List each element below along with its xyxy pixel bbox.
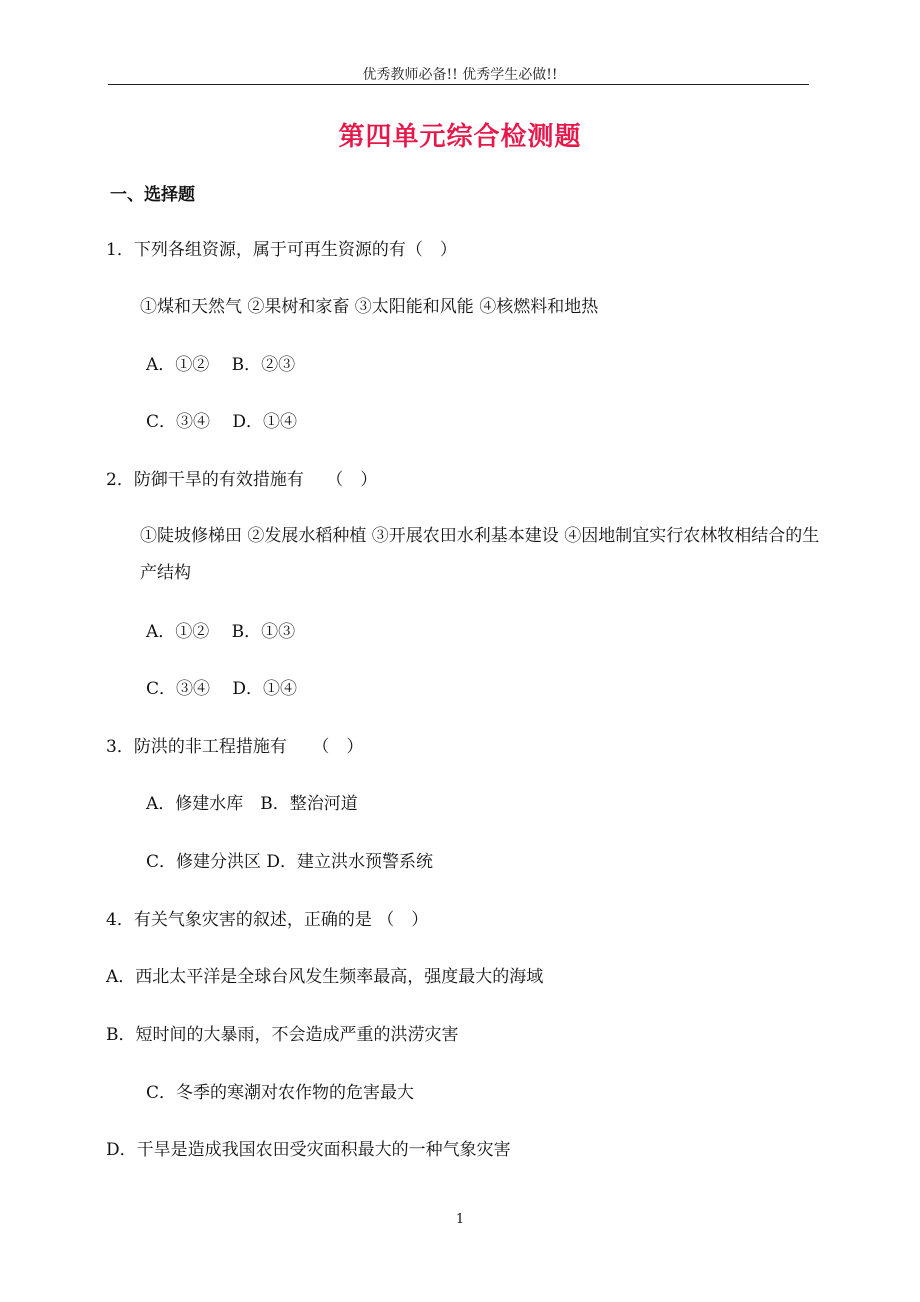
question-4-stem: 4．有关气象灾害的叙述，正确的是 （ ） (106, 910, 429, 930)
question-2-items: ①陡坡修梯田 ②发展水稻种植 ③开展农田水利基本建设 ④因地制宜实行农林牧相结合的生产结构 (140, 526, 820, 583)
question-2-stem: 2．防御干旱的有效措施有 （ ） (106, 470, 378, 490)
question-3-options-ab: A．修建水库 B．整治河道 (146, 794, 358, 814)
page-header-text: 优秀教师必备!! 优秀学生必做!! (362, 67, 558, 83)
question-3-options-cd: C．修建分洪区 D．建立洪水预警系统 (146, 852, 434, 872)
question-1-options-cd: C．③④ D．①④ (146, 412, 298, 432)
question-1-items: ①煤和天然气 ②果树和家畜 ③太阳能和风能 ④核燃料和地热 (140, 297, 599, 317)
document-title: 第四单元综合检测题 (338, 122, 582, 152)
question-4-option-a: A．西北太平洋是全球台风发生频率最高，强度最大的海域 (106, 967, 544, 987)
question-1-options-ab: A．①② B．②③ (146, 355, 296, 375)
question-4-option-c: C．冬季的寒潮对农作物的危害最大 (146, 1083, 415, 1103)
section-title: 一、选择题 (110, 185, 195, 205)
question-1-stem: 1．下列各组资源，属于可再生资源的有（ ） (106, 240, 457, 260)
question-2-options-cd: C．③④ D．①④ (146, 679, 298, 699)
question-4-option-b: B．短时间的大暴雨，不会造成严重的洪涝灾害 (106, 1025, 459, 1045)
header-divider (108, 84, 809, 85)
question-2-options-ab: A．①② B．①③ (146, 622, 296, 642)
question-4-option-d: D．干旱是造成我国农田受灾面积最大的一种气象灾害 (106, 1140, 511, 1160)
page-number: 1 (455, 1212, 465, 1227)
question-3-stem: 3．防洪的非工程措施有 （ ） (106, 737, 364, 757)
